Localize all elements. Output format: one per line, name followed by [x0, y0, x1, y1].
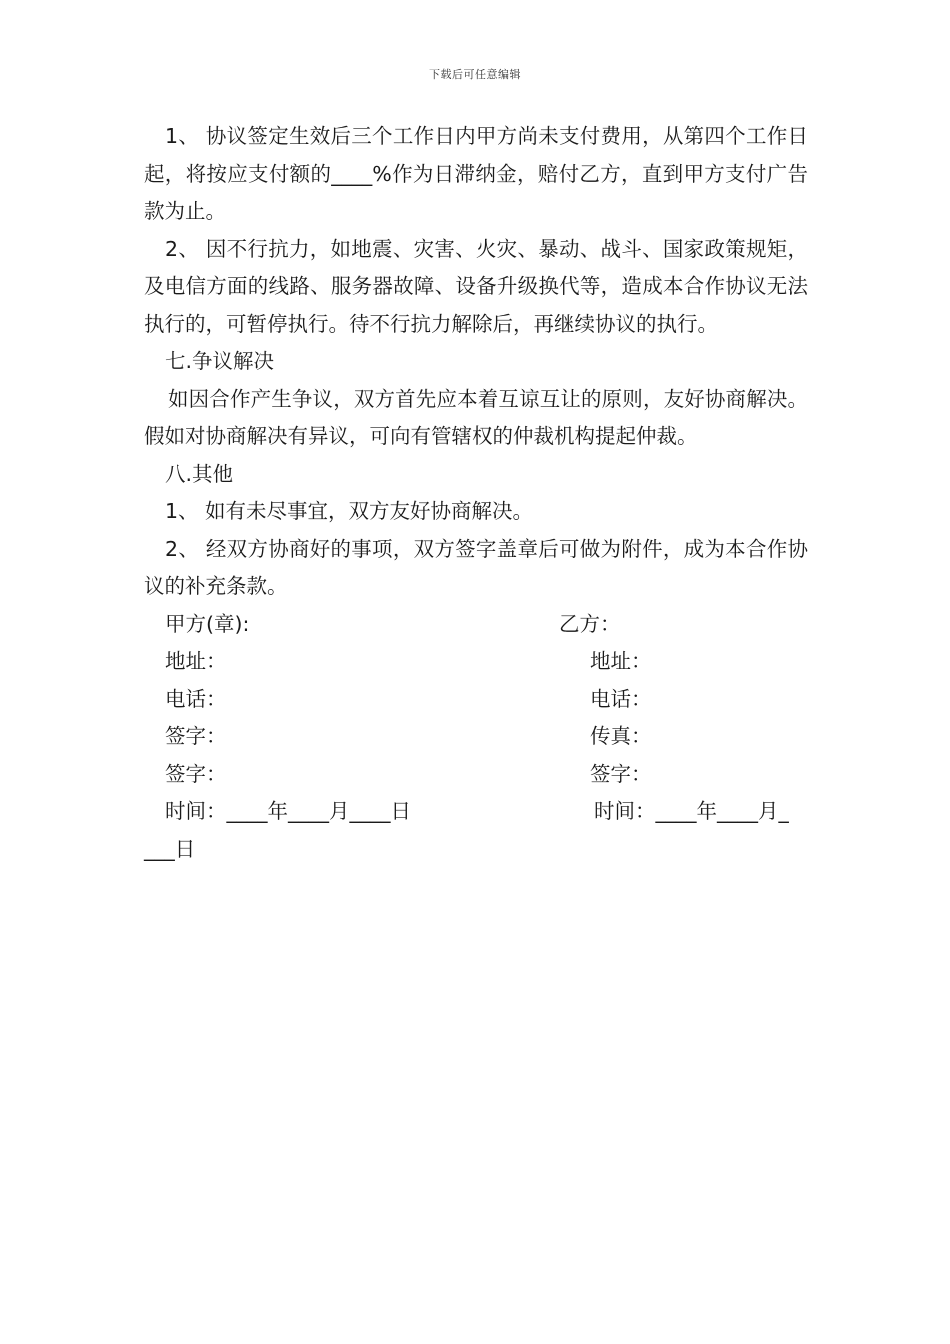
- signature-sign-fax-row: [144, 718, 808, 756]
- party-b-fax-label: 传真：: [590, 724, 652, 748]
- party-b-signature-label: 签字：: [590, 761, 652, 786]
- clause-other-2: 2、 经双方协商好的事项，双方签字盖章后可做为附件，成为本合作协议的补充条款。: [144, 536, 808, 598]
- party-b-date-tail: ___日: [144, 836, 196, 861]
- party-a-signature-label: 签字：: [165, 724, 227, 748]
- document-body: [144, 118, 808, 868]
- section-7-title: 七.争议解决: [165, 349, 275, 373]
- clause-other-1: 1、 如有未尽事宜，双方友好协商解决。: [165, 499, 534, 523]
- party-a-address-label: 地址：: [165, 649, 227, 673]
- signature-sign-row: [144, 756, 808, 794]
- clause-late-payment: 1、 协议签定生效后三个工作日内甲方尚未支付费用，从第四个工作日起，将按应支付额的____%作为日滞纳金，赔付乙方，直到甲方支付广告款为止。: [144, 124, 808, 223]
- party-a-date-label: 时间：____年____月____日: [165, 799, 411, 823]
- header-note: 下载后可任意编辑: [429, 68, 521, 81]
- signature-address-row: [144, 643, 808, 681]
- clause-force-majeure: 2、 因不行抗力，如地震、灾害、火灾、暴动、战斗、国家政策规矩，及电信方面的线路、服务器故障、设备升级换代等，造成本合作协议无法执行的，可暂停执行。待不行抗力解除后，再继续协议的执行。: [144, 236, 808, 336]
- party-b-date-label: 时间：____年____月_: [594, 799, 789, 823]
- signature-date-row: [144, 793, 808, 868]
- party-a-signature-label-2: 签字：: [165, 761, 227, 786]
- signature-party-row: [144, 606, 808, 644]
- party-b-phone-label: 电话：: [590, 686, 652, 711]
- signature-phone-row: [144, 681, 808, 719]
- party-b-address-label: 地址：: [590, 649, 652, 673]
- section-8-title: 八.其他: [165, 461, 234, 486]
- party-a-label: 甲方(章):: [165, 611, 250, 636]
- clause-dispute-resolution: 如因合作产生争议，双方首先应本着互谅互让的原则，友好协商解决。假如对协商解决有异议，可向有管辖权的仲裁机构提起仲裁。: [144, 386, 808, 448]
- party-a-phone-label: 电话：: [165, 686, 227, 711]
- party-b-label: 乙方：: [559, 611, 621, 636]
